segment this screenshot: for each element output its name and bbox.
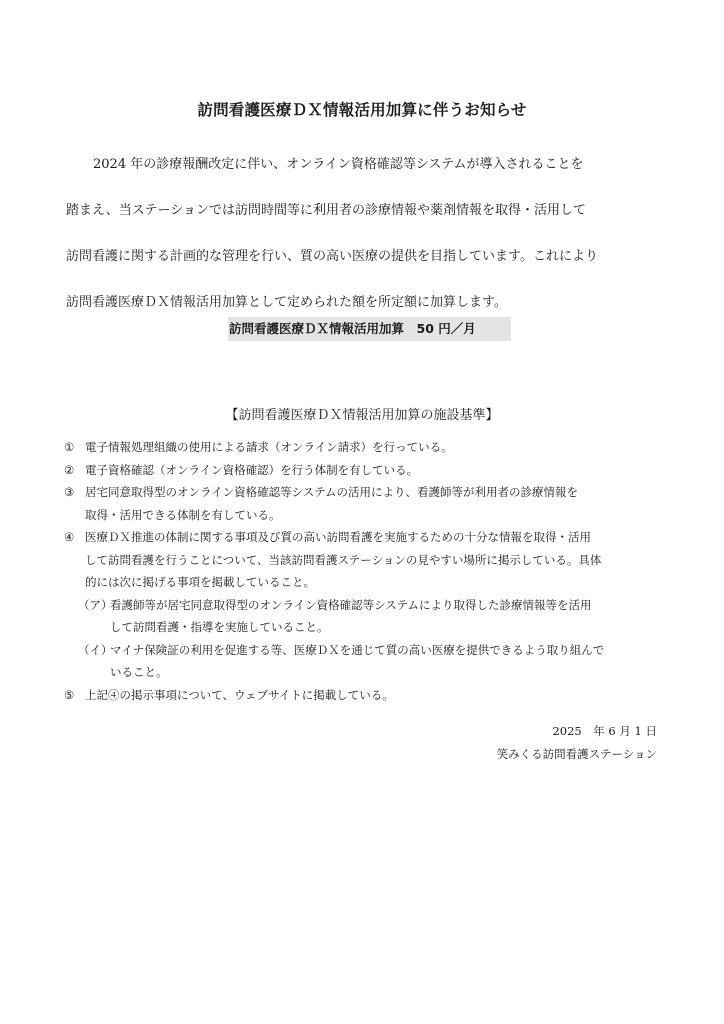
criteria-sub-item-number: （イ）	[78, 642, 113, 657]
criteria-item-text: 上記④の掲示事項について、ウェブサイトに掲載している。	[85, 687, 394, 702]
criteria-sub-item-text: いること。	[110, 665, 168, 679]
criteria-item-text: 医療ＤＸ推進の体制に関する事項及び質の高い訪問看護を実施するための十分な情報を取得・活用	[85, 530, 591, 544]
intro-line: 訪問看護に関する計画的な管理を行い、質の高い医療の提供を目指しています。これにより	[66, 249, 598, 264]
criteria-heading: 【訪問看護医療ＤＸ情報活用加算の施設基準】	[225, 408, 499, 423]
criteria-item-text: 的には次に掲げる事項を掲載していること。	[85, 575, 315, 589]
criteria-item-text: 電子情報処理組織の使用による請求（オンライン請求）を行っている。	[85, 440, 453, 454]
criteria-item-number: ④	[64, 530, 75, 544]
criteria-sub-item-text: 看護師等が居宅同意取得型のオンライン資格確認等システムにより取得した診療情報等を活用	[110, 597, 592, 612]
criteria-item	[64, 459, 664, 482]
criteria-item-text: 取得・活用できる体制を有している。	[85, 507, 281, 522]
criteria-sub-item	[64, 639, 664, 684]
criteria-sub-item-text: して訪問看護・指導を実施していること。	[110, 620, 329, 634]
issue-date: 2025 年 6 月 1 日	[552, 724, 657, 738]
criteria-sub-item-text: マイナ保険証の利用を促進する等、医療ＤＸを通じて質の高い医療を提供できるよう取り組んで	[110, 642, 605, 657]
intro-line: 訪問看護医療ＤＸ情報活用加算として定められた額を所定額に加算します。	[66, 295, 507, 310]
criteria-item-text: 居宅同意取得型のオンライン資格確認等システムの活用により、看護師等が利用者の診療情報を	[85, 485, 578, 499]
criteria-sub-item-number: （ア）	[78, 597, 113, 612]
intro-line: 2024 年の診療報酬改定に伴い、オンライン資格確認等システムが導入されることを	[93, 157, 584, 172]
document-title: 訪問看護医療ＤＸ情報活用加算に伴うお知らせ	[197, 101, 527, 119]
intro-line: 踏まえ、当ステーションでは訪問時間等に利用者の診療情報や薬剤情報を取得・活用して	[66, 203, 587, 218]
criteria-item-number: ③	[64, 485, 75, 499]
criteria-item-number: ①	[64, 440, 75, 454]
intro-paragraph	[66, 142, 666, 326]
criteria-item	[64, 481, 664, 526]
criteria-item	[64, 436, 664, 459]
criteria-item-text: して訪問看護を行うことについて、当該訪問看護ステーションの見やすい場所に掲示している。具体	[85, 552, 602, 567]
criteria-item	[64, 526, 664, 594]
criteria-item-number: ②	[64, 462, 75, 477]
criteria-list	[64, 436, 664, 706]
criteria-sub-item	[64, 594, 664, 639]
criteria-item-text: 電子資格確認（オンライン資格確認）を行う体制を有している。	[85, 462, 419, 477]
criteria-item-number: ⑤	[64, 687, 75, 702]
criteria-item	[64, 684, 664, 707]
organization-name: 笑みくる訪問看護ステーション	[496, 747, 657, 761]
fee-highlight-text: 訪問看護医療ＤＸ情報活用加算 50 円／月	[229, 321, 476, 336]
fee-highlight-box	[228, 317, 511, 341]
